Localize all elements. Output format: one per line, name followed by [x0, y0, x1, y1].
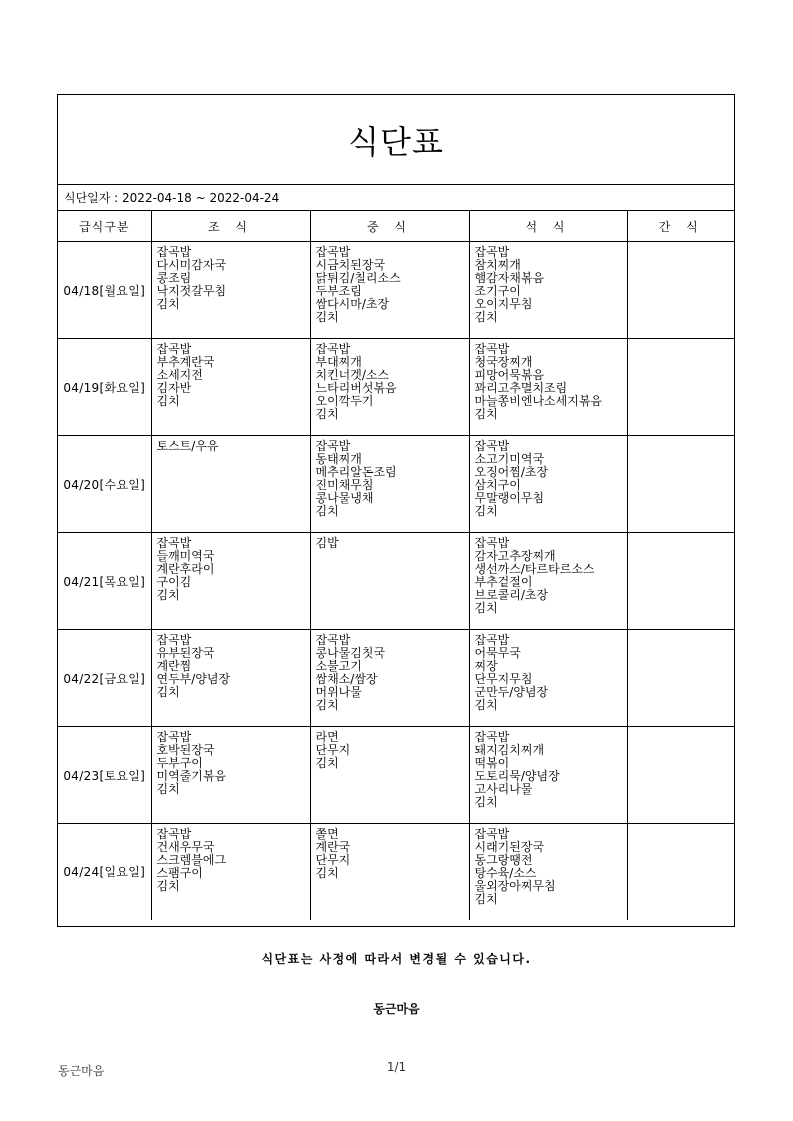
menu-item: 스크렘블에그	[156, 853, 227, 867]
dinner-cell	[469, 242, 627, 339]
menu-item: 김치	[315, 756, 339, 770]
menu-item: 잡곡밥	[315, 439, 351, 453]
header-category: 급식구분	[58, 211, 151, 242]
menu-item: 군만두/양념장	[474, 685, 549, 699]
day-row	[58, 630, 735, 727]
menu-item: 감자고추장찌개	[474, 549, 556, 563]
menu-item: 잡곡밥	[474, 827, 510, 841]
day-label: 04/24[일요일]	[58, 824, 151, 920]
dinner-cell	[469, 727, 627, 824]
lunch-cell	[310, 436, 469, 533]
menu-item: 김치	[474, 504, 498, 518]
menu-item: 연두부/양념장	[156, 672, 231, 686]
day-label: 04/22[금요일]	[58, 630, 151, 727]
menu-item: 소세지전	[156, 368, 203, 382]
menu-item: 치킨너겟/소스	[315, 368, 390, 382]
menu-item: 낙지젓갈무침	[156, 284, 227, 298]
menu-item: 계란찜	[156, 659, 192, 673]
snack-cell	[627, 630, 735, 727]
menu-table	[58, 211, 735, 920]
menu-item: 동태찌개	[315, 452, 362, 466]
menu-item: 김치	[315, 504, 339, 518]
lunch-cell	[310, 727, 469, 824]
menu-item: 단무지	[315, 743, 351, 757]
snack-cell	[627, 436, 735, 533]
menu-item: 청국장찌개	[474, 355, 533, 369]
menu-frame	[57, 94, 735, 927]
menu-item: 잡곡밥	[315, 245, 351, 259]
menu-item: 김치	[474, 407, 498, 421]
menu-item: 콩조림	[156, 271, 192, 285]
menu-item: 김치	[474, 601, 498, 615]
page-number: 1/1	[386, 1060, 407, 1074]
menu-item: 잡곡밥	[156, 245, 192, 259]
menu-item: 스팸구이	[156, 866, 203, 880]
menu-item: 잡곡밥	[156, 342, 192, 356]
menu-item: 피망어묵볶음	[474, 368, 545, 382]
dinner-cell	[469, 436, 627, 533]
snack-cell	[627, 727, 735, 824]
menu-item: 김치	[474, 698, 498, 712]
menu-item: 김치	[156, 588, 180, 602]
header-row	[58, 211, 735, 242]
menu-item: 시금치된장국	[315, 258, 386, 272]
menu-item: 김치	[156, 782, 180, 796]
menu-item: 잡곡밥	[156, 633, 192, 647]
menu-item: 마늘쫑비엔나소세지볶음	[474, 394, 603, 408]
menu-item: 단무지무침	[474, 672, 533, 686]
dinner-cell	[469, 533, 627, 630]
menu-item: 오징어찜/초장	[474, 465, 549, 479]
menu-item: 김자반	[156, 381, 192, 395]
menu-item: 느타리버섯볶음	[315, 381, 397, 395]
lunch-cell	[310, 242, 469, 339]
dinner-cell	[469, 339, 627, 436]
menu-item: 구이김	[156, 575, 192, 589]
menu-item: 쌈다시마/초장	[315, 297, 390, 311]
header-dinner: 석 식	[469, 211, 627, 242]
dinner-cell	[469, 824, 627, 920]
menu-item: 도토리묵/양념장	[474, 769, 560, 783]
menu-item: 고사리나물	[474, 782, 533, 796]
menu-item: 김치	[156, 879, 180, 893]
organization-name: 동근마음	[373, 1002, 420, 1016]
header-lunch: 중 식	[310, 211, 469, 242]
menu-item: 어묵무국	[474, 646, 521, 660]
lunch-cell	[310, 630, 469, 727]
menu-item: 오이깍두기	[315, 394, 374, 408]
menu-item: 찌장	[474, 659, 498, 673]
menu-item: 김치	[315, 407, 339, 421]
breakfast-cell	[151, 824, 310, 920]
menu-item: 콩나물김칫국	[315, 646, 386, 660]
menu-item: 진미채무침	[315, 478, 374, 492]
menu-item: 닭튀김/칠리소스	[315, 271, 401, 285]
menu-item: 쌈채소/쌈장	[315, 672, 378, 686]
menu-item: 탕수육/소스	[474, 866, 537, 880]
menu-item: 오이지무침	[474, 297, 533, 311]
menu-item: 쫄면	[315, 827, 339, 841]
menu-item: 라면	[315, 730, 339, 744]
menu-item: 잡곡밥	[156, 536, 192, 550]
day-label: 04/21[목요일]	[58, 533, 151, 630]
menu-item: 미역줄기볶음	[156, 769, 227, 783]
menu-item: 잡곡밥	[315, 633, 351, 647]
menu-item: 떡볶이	[474, 756, 510, 770]
menu-item: 소고기미역국	[474, 452, 545, 466]
menu-item: 동그랑땡전	[474, 853, 533, 867]
menu-item: 햄감자채볶음	[474, 271, 545, 285]
menu-item: 소불고기	[315, 659, 362, 673]
menu-item: 김치	[474, 795, 498, 809]
breakfast-cell	[151, 339, 310, 436]
day-row	[58, 436, 735, 533]
header-breakfast: 조 식	[151, 211, 310, 242]
snack-cell	[627, 242, 735, 339]
menu-item: 두부구이	[156, 756, 203, 770]
menu-item: 김밥	[315, 536, 339, 550]
date-range: 식단일자 : 2022-04-18 ~ 2022-04-24	[58, 185, 734, 211]
breakfast-cell	[151, 436, 310, 533]
menu-item: 돼지김치찌개	[474, 743, 545, 757]
day-row	[58, 533, 735, 630]
menu-item: 부대찌개	[315, 355, 362, 369]
menu-item: 김치	[315, 698, 339, 712]
menu-item: 시래기된장국	[474, 840, 545, 854]
day-row	[58, 727, 735, 824]
menu-item: 잡곡밥	[315, 342, 351, 356]
menu-item: 삼치구이	[474, 478, 521, 492]
snack-cell	[627, 533, 735, 630]
menu-item: 두부조림	[315, 284, 362, 298]
menu-item: 김치	[315, 310, 339, 324]
menu-item: 생선까스/타르타르소스	[474, 562, 595, 576]
menu-item: 머위나물	[315, 685, 362, 699]
menu-item: 울외장아찌무침	[474, 879, 556, 893]
page-title: 식단표	[348, 122, 444, 161]
menu-item: 김치	[156, 394, 180, 408]
breakfast-cell	[151, 533, 310, 630]
menu-item: 잡곡밥	[474, 439, 510, 453]
footer-organization: 동근마음	[58, 1064, 105, 1078]
menu-item: 잡곡밥	[474, 342, 510, 356]
menu-body	[58, 242, 735, 920]
day-label: 04/18[월요일]	[58, 242, 151, 339]
menu-item: 잡곡밥	[156, 730, 192, 744]
menu-item: 참치찌개	[474, 258, 521, 272]
day-row	[58, 339, 735, 436]
menu-item: 다시미감자국	[156, 258, 227, 272]
menu-item: 브로콜리/초장	[474, 588, 549, 602]
menu-item: 김치	[474, 892, 498, 906]
menu-item: 메추리알돈조림	[315, 465, 397, 479]
breakfast-cell	[151, 727, 310, 824]
day-label: 04/23[토요일]	[58, 727, 151, 824]
day-label: 04/20[수요일]	[58, 436, 151, 533]
menu-item: 무말랭이무침	[474, 491, 545, 505]
menu-item: 김치	[156, 685, 180, 699]
lunch-cell	[310, 339, 469, 436]
menu-item: 토스트/우유	[156, 439, 219, 453]
change-notice: 식단표는 사정에 따라서 변경될 수 있습니다.	[261, 952, 532, 966]
snack-cell	[627, 824, 735, 920]
menu-item: 건새우무국	[156, 840, 215, 854]
menu-item: 콩나물냉채	[315, 491, 374, 505]
menu-item: 잡곡밥	[474, 633, 510, 647]
day-row	[58, 824, 735, 920]
menu-item: 계란국	[315, 840, 351, 854]
lunch-cell	[310, 824, 469, 920]
title-box	[58, 95, 734, 185]
snack-cell	[627, 339, 735, 436]
lunch-cell	[310, 533, 469, 630]
menu-item: 잡곡밥	[156, 827, 192, 841]
menu-item: 잡곡밥	[474, 536, 510, 550]
menu-item: 잡곡밥	[474, 730, 510, 744]
menu-item: 부추계란국	[156, 355, 215, 369]
menu-item: 김치	[315, 866, 339, 880]
menu-item: 조기구이	[474, 284, 521, 298]
menu-item: 잡곡밥	[474, 245, 510, 259]
dinner-cell	[469, 630, 627, 727]
menu-item: 들깨미역국	[156, 549, 215, 563]
menu-item: 유부된장국	[156, 646, 215, 660]
day-label: 04/19[화요일]	[58, 339, 151, 436]
menu-item: 김치	[474, 310, 498, 324]
day-row	[58, 242, 735, 339]
header-snack: 간 식	[627, 211, 735, 242]
menu-item: 부추겉절이	[474, 575, 533, 589]
menu-item: 호박된장국	[156, 743, 215, 757]
menu-item: 단무지	[315, 853, 351, 867]
menu-item: 꽈리고추멸치조림	[474, 381, 568, 395]
menu-item: 김치	[156, 297, 180, 311]
breakfast-cell	[151, 242, 310, 339]
breakfast-cell	[151, 630, 310, 727]
menu-item: 계란후라이	[156, 562, 215, 576]
